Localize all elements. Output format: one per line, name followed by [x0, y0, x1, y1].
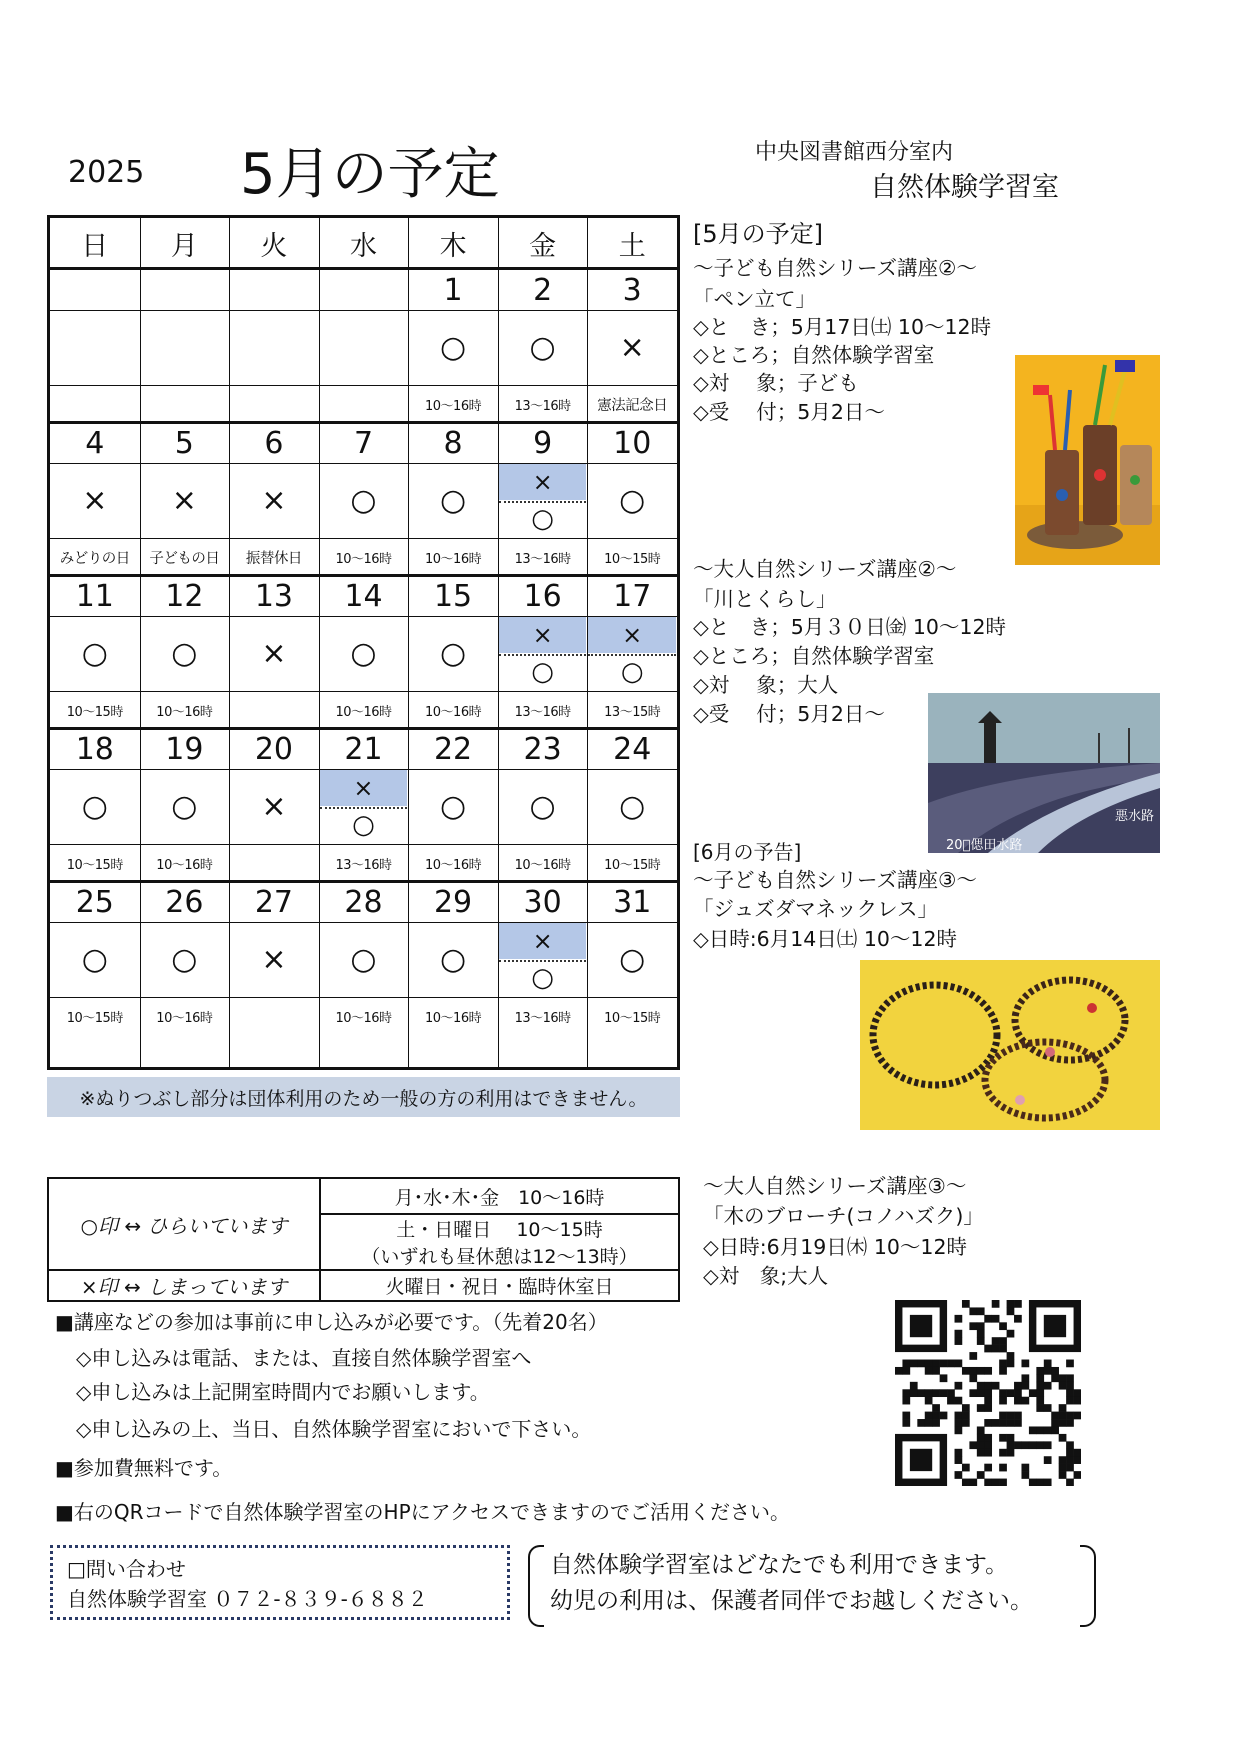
- closed-mark: ×: [532, 620, 553, 649]
- contact-phone: 自然体験学習室 ０７２-８３９-６８８２: [67, 1587, 428, 1611]
- open-hours: [229, 997, 319, 1035]
- weekday-header: 水: [349, 230, 377, 262]
- status-mark: ○: [529, 330, 556, 365]
- branch-name: 中央図書館西分室内: [755, 140, 954, 165]
- open-hours: [140, 385, 230, 423]
- open-hours: 10～15時: [604, 857, 661, 873]
- legend-open-label: ○印 ↔ ひらいています: [48, 1178, 320, 1270]
- status-mark: ○: [350, 483, 377, 518]
- legend: [47, 1177, 680, 1302]
- status-mark: ×: [82, 483, 108, 518]
- open-mark: ○: [352, 810, 375, 841]
- day-number: 7: [353, 425, 374, 461]
- status-mark: [50, 310, 140, 385]
- open-hours: 13～16時: [514, 398, 571, 414]
- closed-mark: ×: [353, 773, 374, 802]
- legend-open-hours-1: 月･水･木･金 10～16時: [320, 1178, 679, 1214]
- status-mark: ○: [350, 942, 377, 977]
- weekday-header: 金: [529, 230, 557, 262]
- open-hours: 10～16時: [514, 857, 571, 873]
- day-number: 30: [523, 884, 562, 920]
- open-hours: 10～15時: [66, 1010, 123, 1026]
- open-hours: 10～16時: [425, 857, 482, 873]
- open-hours: 10～16時: [425, 1010, 482, 1026]
- status-mark: ×: [261, 636, 287, 671]
- status-mark: [229, 310, 319, 385]
- notice-line: 自然体験学習室はどなたでも利用できます。: [550, 1552, 1009, 1578]
- open-hours: 10～16時: [335, 551, 392, 567]
- day-number: 27: [254, 884, 294, 920]
- day-number: 8: [443, 425, 463, 461]
- status-mark: ○: [439, 330, 467, 365]
- day-number: 15: [433, 578, 473, 614]
- qr-code[interactable]: [895, 1300, 1081, 1486]
- weekday-header: 木: [439, 230, 467, 262]
- day-number: 29: [433, 884, 473, 920]
- event-when: ◇日時:6月19日㈭ 10～12時: [703, 1235, 967, 1259]
- river-photo: [928, 693, 1160, 853]
- open-hours: 子どもの日: [149, 550, 220, 567]
- day-number: 13: [254, 578, 294, 614]
- info-line: ■右のQRコードで自然体験学習室のHPにアクセスできますのでご活用ください。: [55, 1500, 791, 1524]
- open-hours: 10～15時: [66, 704, 123, 720]
- open-hours: 10～16時: [425, 704, 482, 720]
- info-line: ■参加費無料です。: [55, 1456, 233, 1480]
- day-number: 19: [165, 731, 204, 767]
- event-target: ◇対 象；子ども: [693, 371, 859, 395]
- day-number: 24: [613, 731, 652, 767]
- open-hours: みどりの日: [59, 550, 130, 567]
- status-mark: [140, 310, 230, 385]
- section-may: [5月の予定]: [693, 220, 823, 248]
- legend-closed-days: 火曜日・祝日・臨時休室日: [320, 1270, 679, 1301]
- status-mark: ○: [81, 789, 108, 824]
- event-target: ◇対 象;大人: [703, 1264, 829, 1288]
- day-number: 31: [613, 884, 652, 920]
- weekday-header: 火: [260, 230, 288, 262]
- event-target: ◇対 象；大人: [693, 673, 839, 697]
- day-number: 28: [344, 884, 383, 920]
- day-number: 1: [443, 272, 463, 308]
- info-line: ◇申し込みの上、当日、自然体験学習室においで下さい。: [76, 1417, 592, 1441]
- event-name: 「木のブローチ(コノハズク)」: [703, 1204, 984, 1228]
- open-hours: 13～15時: [604, 704, 661, 720]
- open-hours: 13～16時: [514, 1010, 571, 1026]
- weekday-header: 月: [170, 230, 198, 262]
- section-june: [6月の予告]: [693, 840, 802, 864]
- event-series: ～大人自然シリーズ講座③～: [703, 1174, 967, 1198]
- open-hours: 10～15時: [66, 857, 123, 873]
- legend-open-hours-2: 土・日曜日 10～15時: [320, 1214, 679, 1242]
- closed-mark: ×: [532, 926, 553, 955]
- day-number: 9: [533, 425, 553, 461]
- event-when: ◇日時:6月14日㈯ 10～12時: [693, 927, 957, 951]
- pen-stand-photo: [1015, 355, 1160, 565]
- day-number: 11: [75, 578, 114, 614]
- status-mark: ○: [171, 942, 198, 977]
- status-mark: ○: [529, 789, 556, 824]
- day-number: 21: [344, 731, 383, 767]
- status-mark: ○: [619, 942, 646, 977]
- status-mark: ×: [261, 942, 287, 977]
- open-hours: 10～16時: [156, 1010, 213, 1026]
- photo-caption: 悪水路: [1114, 809, 1154, 824]
- open-hours: 10～16時: [335, 704, 392, 720]
- calendar: [47, 215, 680, 1070]
- day-number: 4: [85, 425, 105, 461]
- open-hours: [50, 385, 140, 423]
- right-bracket: [1080, 1545, 1096, 1627]
- weekday-header: 日: [81, 230, 109, 262]
- event-where: ◇ところ；自然体験学習室: [693, 343, 935, 367]
- open-hours: 10～16時: [335, 1010, 392, 1026]
- open-hours: 10～16時: [156, 857, 213, 873]
- day-number: 2: [533, 272, 553, 308]
- status-mark: ○: [350, 636, 377, 671]
- day-number: 5: [174, 425, 194, 461]
- open-mark: ○: [531, 963, 554, 994]
- day-number: [229, 270, 319, 310]
- day-number: 18: [75, 731, 114, 767]
- status-mark: ○: [171, 789, 198, 824]
- event-reception: ◇受 付；5月2日～: [693, 400, 885, 424]
- notice-box: [528, 1545, 1096, 1625]
- status-mark: ×: [261, 483, 287, 518]
- page-title: 5月の予定: [240, 142, 500, 207]
- contact-box: [50, 1545, 510, 1620]
- legend-closed-label: ×印 ↔ しまっています: [48, 1270, 320, 1301]
- status-mark: ○: [81, 942, 108, 977]
- day-number: [50, 270, 140, 310]
- status-mark: ○: [439, 789, 467, 824]
- open-hours: 10～15時: [604, 1010, 661, 1026]
- calendar-note: ※ぬりつぶし部分は団体利用のため一般の方の利用はできません。: [47, 1077, 680, 1117]
- status-mark: ×: [171, 483, 197, 518]
- contact-heading: □問い合わせ: [67, 1557, 186, 1581]
- open-mark: ○: [620, 657, 644, 688]
- weekday-header: 土: [618, 230, 646, 262]
- event-series: ～子ども自然シリーズ講座②～: [693, 256, 977, 280]
- open-mark: ○: [531, 657, 554, 688]
- year: 2025: [68, 155, 145, 190]
- open-hours: [229, 844, 319, 882]
- event-series: ～大人自然シリーズ講座②～: [693, 557, 957, 581]
- status-mark: ○: [171, 636, 198, 671]
- open-hours: 10～15時: [604, 551, 661, 567]
- event-name: 「ジュズダマネックレス」: [693, 897, 938, 921]
- notice-line: 幼児の利用は、保護者同伴でお越しください。: [550, 1588, 1033, 1614]
- event-where: ◇ところ；自然体験学習室: [693, 644, 935, 668]
- left-bracket: [528, 1545, 544, 1627]
- day-number: 20: [254, 731, 294, 767]
- day-number: 12: [165, 578, 204, 614]
- open-hours: 憲法記念日: [597, 397, 668, 414]
- open-hours: 10～16時: [156, 704, 213, 720]
- photo-caption: 20ﾟ偲田水路: [946, 838, 1023, 853]
- event-series: ～子ども自然シリーズ講座③～: [693, 868, 977, 892]
- status-mark: ×: [619, 330, 645, 365]
- open-hours: 振替休日: [245, 550, 302, 567]
- status-mark: ○: [439, 636, 467, 671]
- day-number: 23: [523, 731, 562, 767]
- event-reception: ◇受 付；5月2日～: [693, 702, 885, 726]
- day-number: 22: [433, 731, 473, 767]
- open-hours: [229, 691, 319, 729]
- open-hours: 13～16時: [514, 551, 571, 567]
- event-name: 「ペン立て」: [693, 287, 816, 311]
- necklace-photo: [860, 960, 1160, 1130]
- info-line: ◇申し込みは電話、または、直接自然体験学習室へ: [76, 1346, 532, 1370]
- status-mark: ○: [439, 942, 467, 977]
- day-number: [140, 270, 230, 310]
- day-number: 25: [75, 884, 114, 920]
- day-number: 3: [622, 272, 642, 308]
- open-hours: [319, 385, 409, 423]
- day-number: 17: [613, 578, 652, 614]
- day-number: 10: [613, 425, 652, 461]
- status-mark: ○: [619, 789, 646, 824]
- open-hours: 13～16時: [335, 857, 392, 873]
- day-number: 26: [165, 884, 204, 920]
- legend-lunch-note: （いずれも昼休憩は12～13時）: [320, 1242, 679, 1270]
- open-mark: ○: [531, 504, 554, 535]
- info-line: ◇申し込みは上記開室時間内でお願いします。: [76, 1380, 490, 1404]
- event-name: 「川とくらし」: [693, 587, 837, 611]
- closed-mark: ×: [622, 620, 643, 649]
- status-mark: ○: [439, 483, 467, 518]
- open-hours: [229, 385, 319, 423]
- status-mark: ○: [81, 636, 108, 671]
- day-number: 16: [523, 578, 562, 614]
- event-when: ◇と き；5月３０日㈮ 10～12時: [693, 615, 1006, 639]
- status-mark: ○: [619, 483, 646, 518]
- day-number: 6: [264, 425, 284, 461]
- status-mark: ×: [261, 789, 287, 824]
- info-line: ■講座などの参加は事前に申し込みが必要です。（先着20名）: [55, 1310, 608, 1334]
- event-when: ◇と き；5月17日㈯ 10～12時: [693, 315, 992, 339]
- day-number: 14: [344, 578, 383, 614]
- room-name: 自然体験学習室: [870, 172, 1059, 203]
- closed-mark: ×: [532, 467, 553, 496]
- open-hours: 10～16時: [425, 398, 482, 414]
- open-hours: 10～16時: [425, 551, 482, 567]
- open-hours: 13～16時: [514, 704, 571, 720]
- day-number: [319, 270, 409, 310]
- status-mark: [319, 310, 409, 385]
